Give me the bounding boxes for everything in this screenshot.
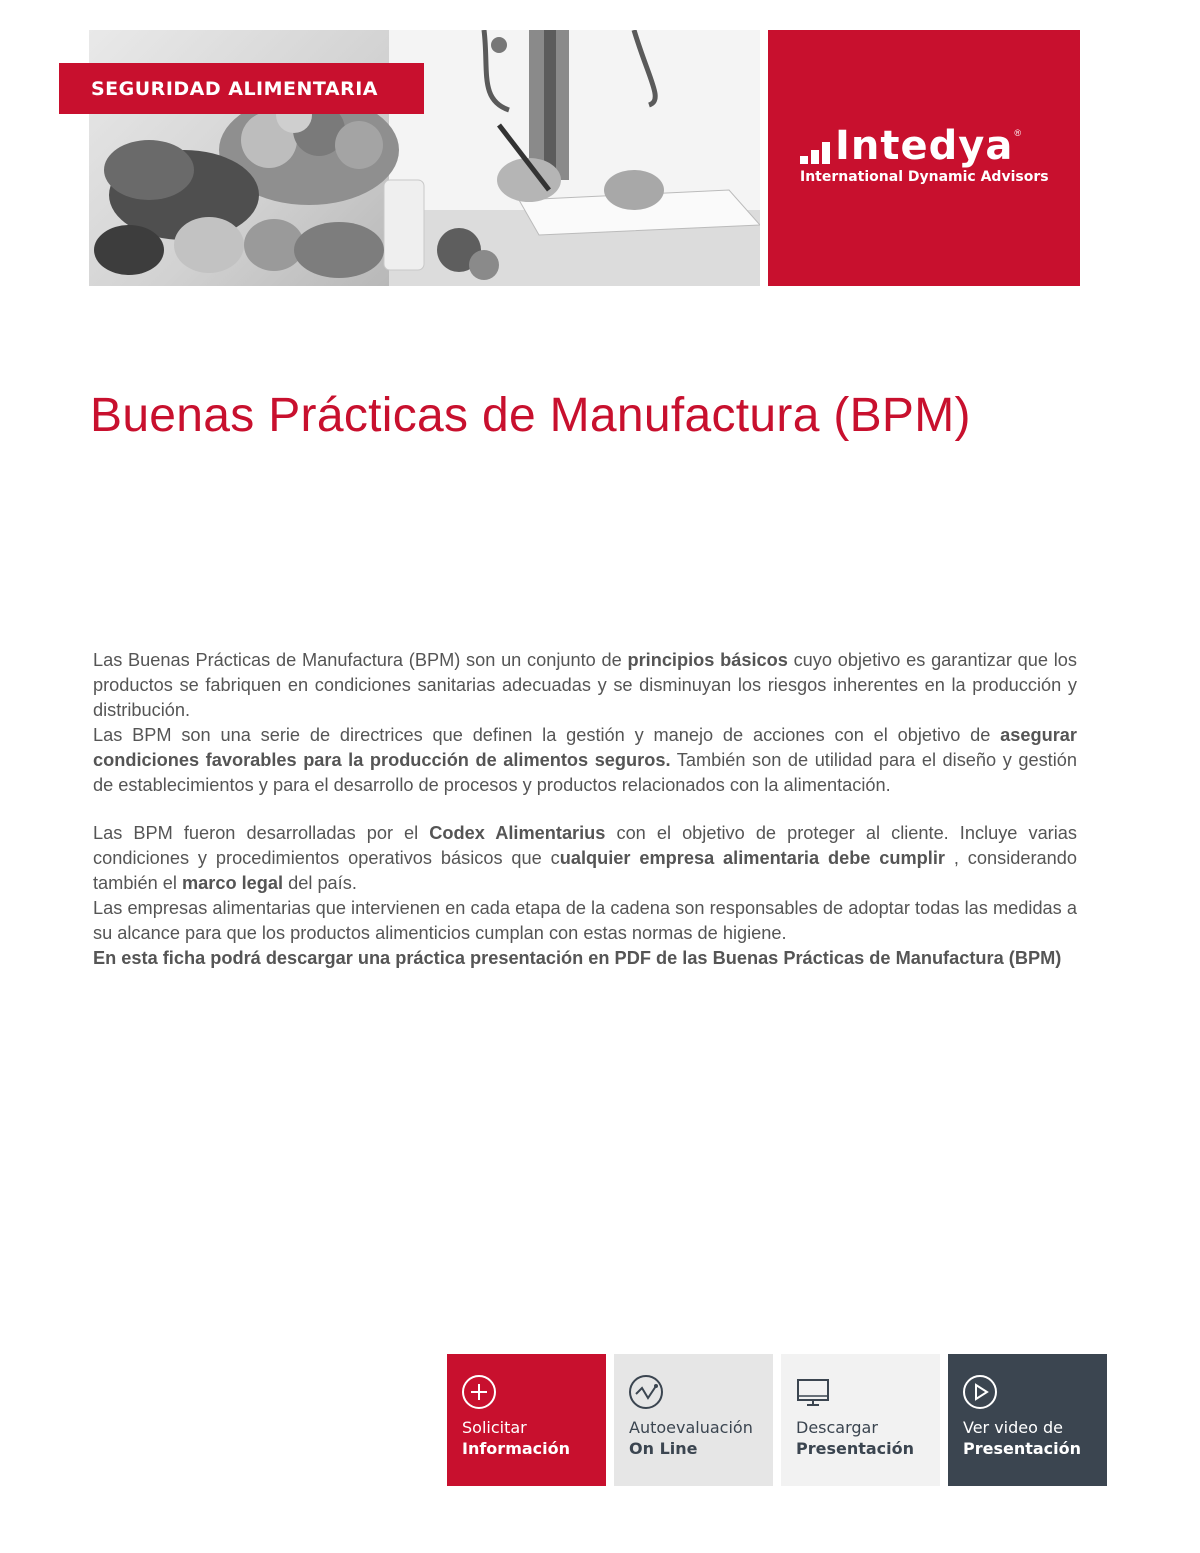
action-label: Solicitar — [462, 1418, 527, 1437]
bold-text: En esta ficha podrá descargar una práctica presentación en PDF de las Buenas Prácticas de Manufactura (BPM) — [93, 948, 1062, 968]
text-run: Las BPM fueron desarrolladas por el — [93, 823, 430, 843]
play-circle-icon — [962, 1374, 998, 1410]
page-title: Buenas Prácticas de Manufactura (BPM) — [90, 389, 971, 442]
paragraph — [93, 723, 1077, 798]
text-run: , considerando también el — [93, 848, 1077, 893]
text-run: Las Buenas Prácticas de Manufactura (BPM) son un conjunto de — [93, 650, 628, 670]
action-buttons — [447, 1354, 1107, 1486]
paragraph — [93, 896, 1077, 946]
bold-text: ualquier empresa alimentaria debe cumplir — [559, 848, 945, 868]
action-label: Ver video de — [963, 1418, 1063, 1437]
bold-text: Codex Alimentarius — [429, 823, 606, 843]
brand-panel — [768, 30, 1080, 286]
category-tag: SEGURIDAD ALIMENTARIA — [59, 63, 424, 114]
action-label-bold: Presentación — [963, 1439, 1082, 1458]
monitor-icon — [795, 1374, 831, 1410]
text-run: con el objetivo de proteger al cliente. Incluye varias condiciones y procedimientos operativos básicos que c — [93, 823, 1077, 868]
action-label-bold: Información — [462, 1439, 571, 1458]
trend-circle-icon — [628, 1374, 664, 1410]
plus-circle-icon — [461, 1374, 497, 1410]
solicitar-informacion-button[interactable] — [447, 1354, 606, 1486]
action-label: Autoevaluación — [629, 1418, 753, 1437]
document-body — [93, 648, 1077, 971]
action-label-bold: Presentación — [796, 1439, 915, 1458]
logo-bars-icon — [800, 142, 833, 164]
bold-text: marco legal — [181, 873, 284, 893]
descargar-presentacion-button[interactable] — [781, 1354, 940, 1486]
brand-name: Intedya — [835, 123, 1014, 169]
registered-mark: ® — [1014, 128, 1021, 138]
paragraph — [93, 946, 1077, 971]
text-run: del país. — [283, 873, 357, 893]
text-run: Las BPM son una serie de directrices que definen la gestión y manejo de acciones con el objetivo de — [93, 725, 1001, 745]
ver-video-button[interactable] — [948, 1354, 1107, 1486]
brand-tagline: International Dynamic Advisors — [800, 169, 1049, 185]
paragraph — [93, 648, 1077, 723]
text-run: También son de utilidad para el diseño y gestión de establecimientos y para el desarrollo de procesos y productos relacionados con la alimentación. — [93, 750, 1077, 795]
text-run: cuyo objetivo es garantizar que los productos se fabriquen en condiciones sanitarias adecuadas y se disminuyan los riesgos inherentes en la producción y distribución. — [93, 650, 1077, 720]
autoevaluacion-online-button[interactable] — [614, 1354, 773, 1486]
paragraph — [93, 821, 1077, 896]
text-run: Las empresas alimentarias que intervienen en cada etapa de la cadena son responsables de adoptar todas las medidas a su alcance para que los productos alimenticios cumplan con estas normas de higiene. — [93, 898, 1077, 943]
bold-text: principios básicos — [627, 650, 788, 670]
intedya-logo — [800, 123, 1021, 169]
bold-text: asegurar condiciones favorables para la producción de alimentos seguros. — [93, 725, 1077, 770]
action-label-bold: On Line — [629, 1439, 698, 1458]
action-label: Descargar — [796, 1418, 878, 1437]
